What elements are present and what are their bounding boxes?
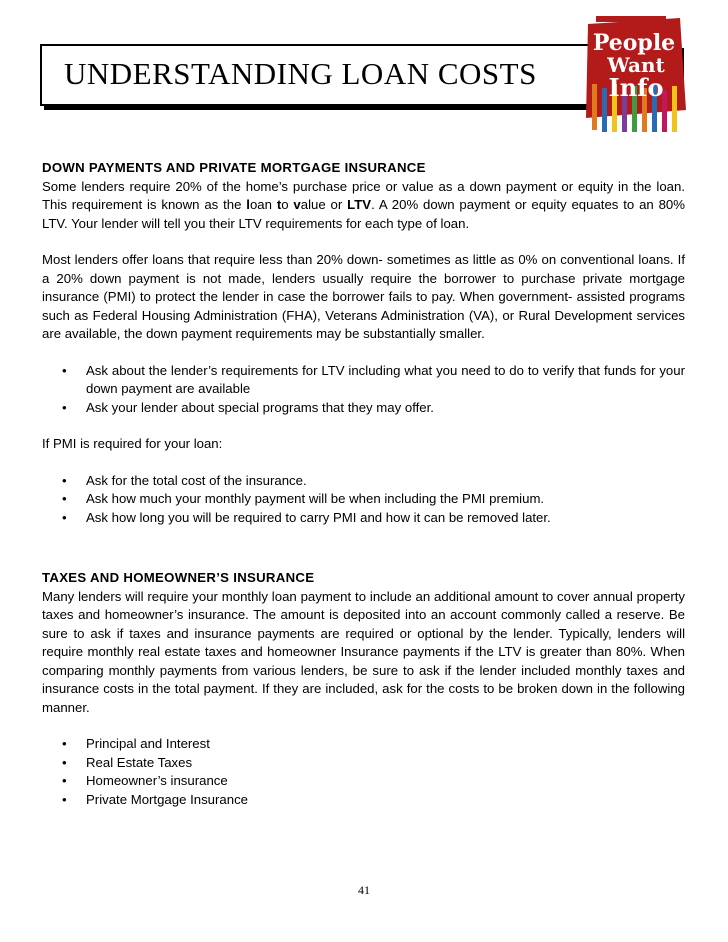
pmi-intro: If PMI is required for your loan:: [42, 436, 223, 451]
logo-text-info: Info: [608, 73, 664, 102]
payment-breakdown-list: [42, 735, 685, 809]
section-heading-taxes: TAXES AND HOMEOWNER’S INSURANCE: [42, 570, 315, 585]
list-item: • Ask how much your monthly payment will be when including the PMI premium.: [42, 490, 685, 509]
page-number: 41: [358, 883, 370, 897]
list-item: • Ask for the total cost of the insurance.: [42, 472, 685, 491]
taxes-paragraph: Many lenders will require your monthly loan payment to include an additional amount to cover annual property taxes and homeowner’s insurance. The amount is deposited into an account commonly called a reserve. Be sure to ask if taxes and insurance payments are required or optional by the lender. Typically, lenders will require monthly real estate taxes and homeowner Insurance payments if the LTV is greater than 80%. When comparing monthly payments from various lenders, be sure to ask if the lender included monthly taxes and insurance costs in the total payment. If they are included, ask for the costs to be broken down in the following manner.: [42, 588, 685, 715]
down-payments-paragraph-1: Some lenders require 20% of the home’s purchase price or value as a down payment or equity in the loan. This requirement is known as the loan to value or LTV. A 20% down payment or equity equates to an 80% LTV. Your lender will tell you their LTV requirements for each type of loan.: [42, 178, 685, 231]
bullet-icon: •: [62, 491, 67, 506]
list-item: • Ask about the lender’s requirements for LTV including what you need to do to verify that funds for your down payment are available: [62, 362, 685, 396]
bullet-icon: •: [62, 791, 67, 807]
list-item: • Private Mortgage Insurance: [42, 791, 685, 810]
logo-text-people: People: [592, 30, 676, 56]
logo-text-want: Want: [607, 53, 665, 77]
list-item: • Principal and Interest: [42, 735, 685, 754]
section-heading-down-payments: DOWN PAYMENTS AND PRIVATE MORTGAGE INSURANCE: [42, 160, 426, 175]
pmi-bullet-list: [42, 472, 685, 528]
document-body: [42, 159, 685, 809]
people-want-info-logo: [578, 14, 690, 134]
bullet-icon: •: [62, 773, 67, 788]
page-title: UNDERSTANDING LOAN COSTS: [64, 56, 537, 91]
bullet-icon: •: [62, 509, 67, 525]
bullet-icon: •: [62, 362, 67, 378]
list-item: • Homeowner’s insurance: [42, 772, 685, 791]
ltv-bullet-list: [42, 362, 685, 418]
bullet-icon: •: [62, 472, 67, 488]
bullet-icon: •: [62, 736, 67, 751]
bullet-icon: •: [62, 399, 67, 415]
down-payments-paragraph-2: Most lenders offer loans that require less than 20% down- sometimes as little as 0% on conventional loans. If a 20% down payment is not made, lenders usually require the borrower to purchase private mortgage insurance (PMI) to protect the lender in case the borrower fails to pay. When government- assisted programs such as Federal Housing Administration (FHA), Veterans Administration (VA), or Rural Development services are available, the down payment requirements may be substantially smaller.: [42, 252, 685, 341]
list-item: • Ask how long you will be required to carry PMI and how it can be removed later.: [42, 509, 685, 528]
bullet-icon: •: [62, 754, 67, 770]
list-item: • Real Estate Taxes: [42, 754, 685, 773]
list-item: • Ask your lender about special programs that they may offer.: [42, 399, 685, 418]
logo-tab: [596, 16, 666, 22]
